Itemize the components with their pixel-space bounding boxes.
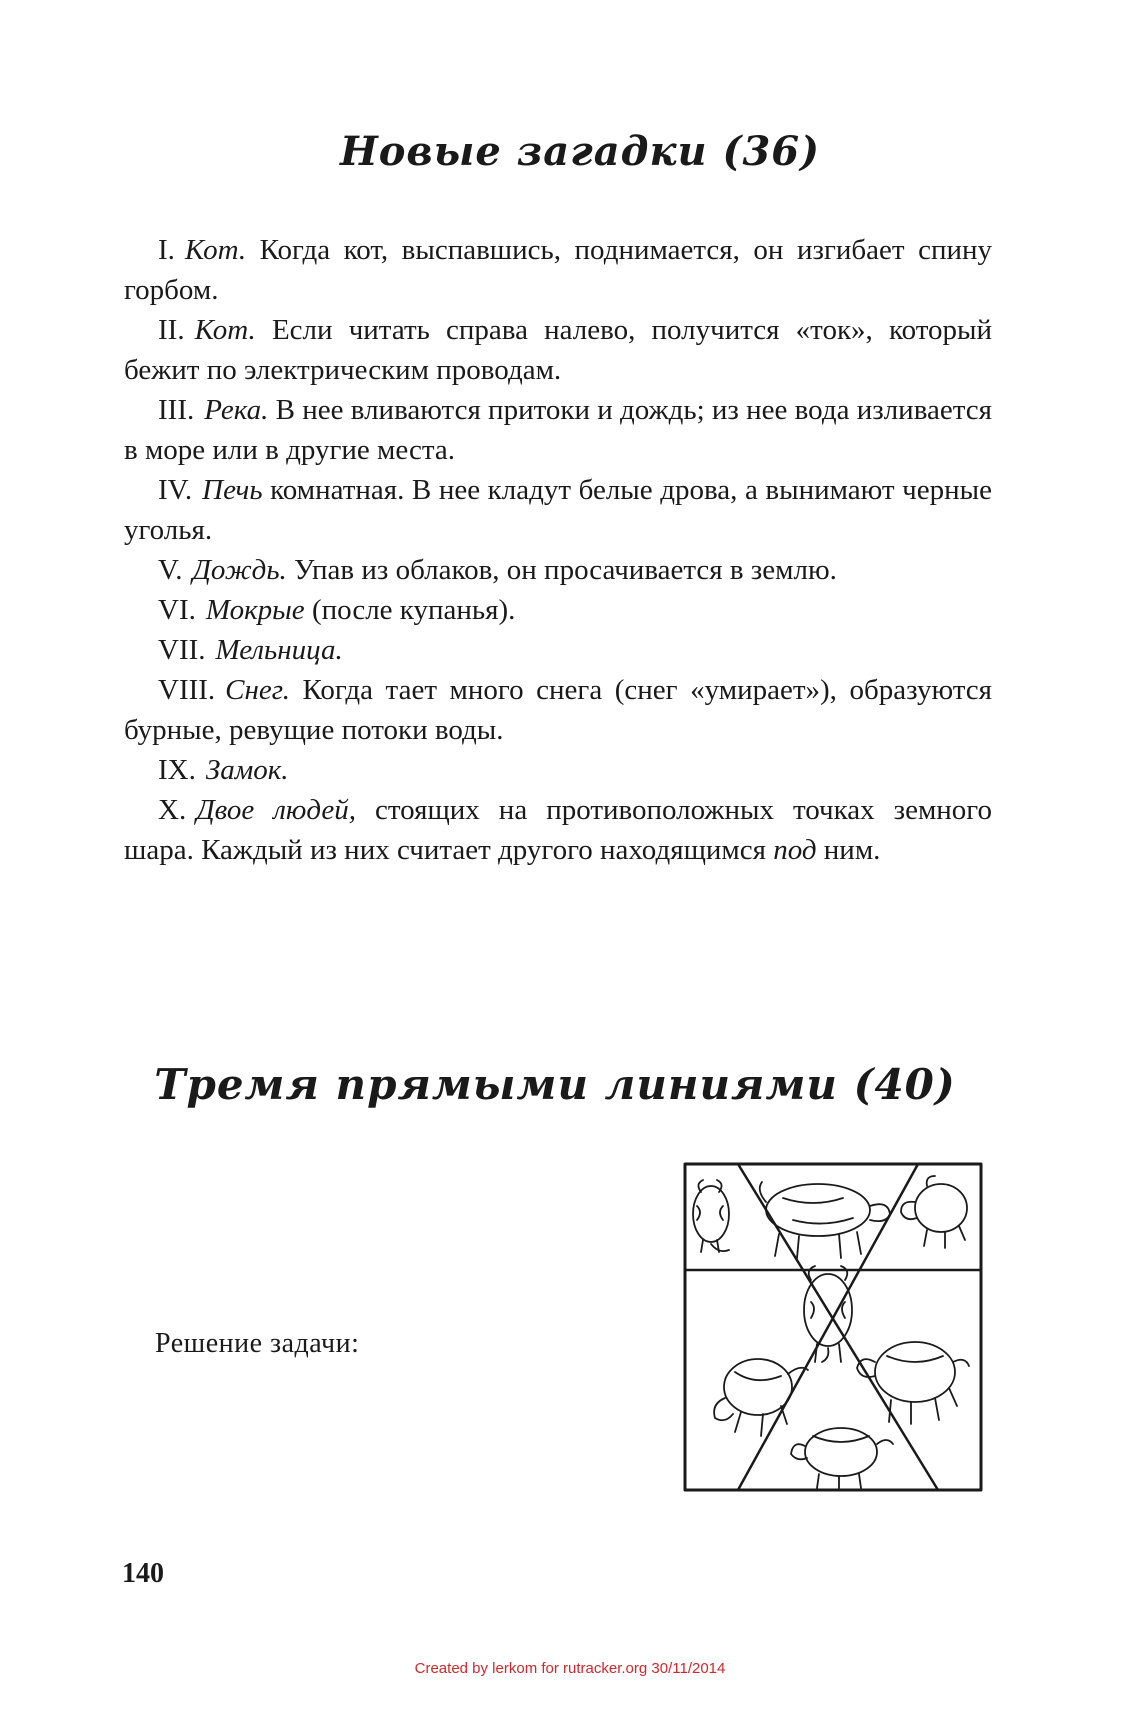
- answer-keyword: Двое людей,: [196, 794, 356, 826]
- answer-keyword: Мельница.: [215, 634, 343, 666]
- answer-text: Если читать справа налево, получится «ток», который бежит по электрическим проводам.: [124, 314, 992, 386]
- answer-text: комнатная. В нее кладут белые дрова, а вынимают черные уголья.: [124, 474, 992, 546]
- answer-number: III.: [158, 394, 195, 426]
- answer-number: VII.: [158, 634, 206, 666]
- answer-number: VIII.: [158, 674, 216, 706]
- answer-item: [124, 790, 992, 870]
- solution-label: Решение задачи:: [155, 1328, 360, 1359]
- answer-item: [124, 590, 992, 630]
- riddle-answers-list: [124, 230, 992, 870]
- answer-text: (после купанья).: [304, 594, 516, 626]
- answer-keyword: Замок.: [205, 754, 289, 786]
- answer-keyword: Снег.: [225, 674, 290, 706]
- answer-keyword: Мокрые: [205, 594, 305, 626]
- answer-text: Когда тает много снега (снег «умирает»), образуются бурные, ревущие потоки воды.: [124, 674, 992, 746]
- answer-text-end: ним.: [816, 834, 881, 866]
- answer-number: I.: [158, 234, 175, 266]
- answer-keyword: Кот.: [184, 234, 247, 266]
- credit-watermark: Created by lerkom for rutracker.org 30/11/2014: [414, 1660, 726, 1677]
- answer-text: Когда кот, выспавшись, поднимается, он изгибает спину горбом.: [124, 234, 992, 306]
- pig-top-left: [693, 1180, 729, 1252]
- answer-item: [124, 390, 992, 470]
- answer-emphasis: под: [773, 834, 817, 866]
- answer-number: V.: [158, 554, 183, 586]
- answer-keyword: Река.: [204, 394, 269, 426]
- answer-number: IX.: [158, 754, 196, 786]
- answer-number: II.: [158, 314, 185, 346]
- answer-keyword: Дождь.: [192, 554, 287, 586]
- answer-item: [124, 310, 992, 390]
- answer-item: [124, 230, 992, 310]
- answer-item: [124, 670, 992, 750]
- answer-item: [124, 470, 992, 550]
- section-title-new-riddles: Новые загадки (36): [339, 128, 821, 175]
- answer-item: [124, 750, 992, 790]
- answer-keyword: Кот.: [194, 314, 256, 346]
- pig-top-center: [760, 1182, 890, 1258]
- answer-text: В нее вливаются притоки и дождь; из нее вода изливается в море или в другие места.: [124, 394, 992, 466]
- pig-top-right: [901, 1176, 967, 1248]
- answer-keyword: Печь: [202, 474, 263, 506]
- section-title-three-lines: Тремя прямыми линиями (40): [154, 1060, 956, 1109]
- answer-number: IV.: [158, 474, 193, 506]
- answer-item: [124, 550, 992, 590]
- answer-number: X.: [158, 794, 187, 826]
- answer-text: Упав из облаков, он просачивается в землю.: [286, 554, 837, 586]
- answer-text: стоящих на противоположных точках земного шара. Каждый из них считает другого находящимся: [124, 794, 992, 866]
- answer-item: [124, 630, 992, 670]
- pig-center: [804, 1266, 852, 1362]
- pig-bottom: [791, 1428, 893, 1488]
- pig-left: [714, 1359, 808, 1436]
- answer-number: VI.: [158, 594, 196, 626]
- page-number: 140: [122, 1558, 164, 1589]
- pigs-solution-figure: [683, 1162, 983, 1492]
